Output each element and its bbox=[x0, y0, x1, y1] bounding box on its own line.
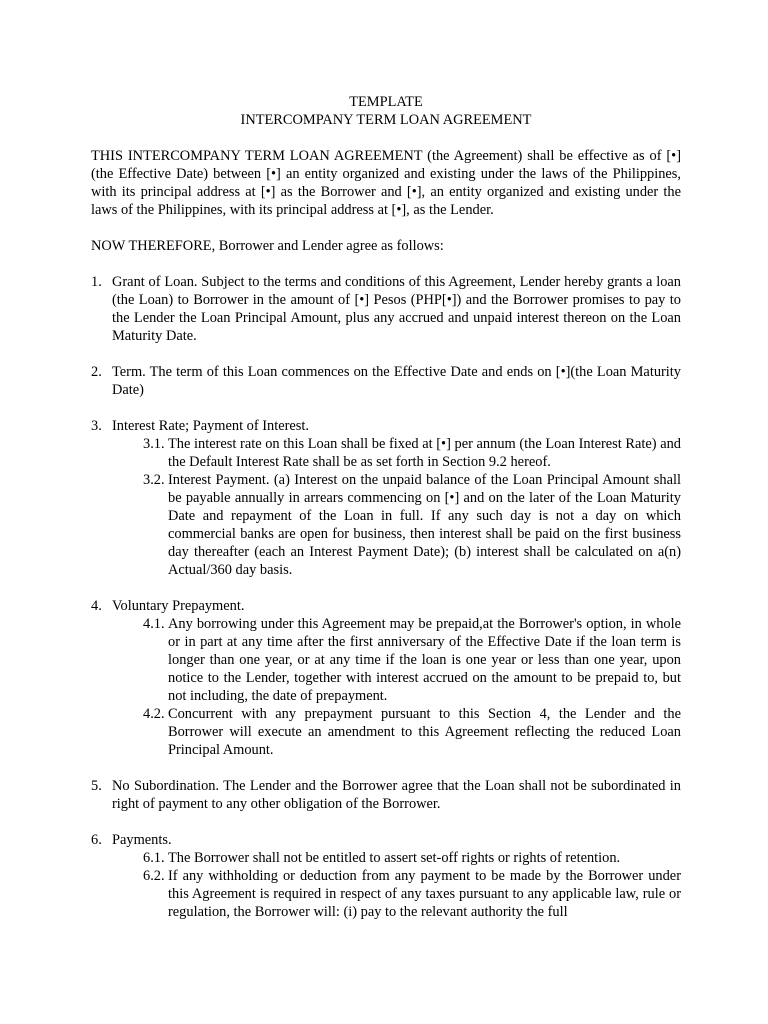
section-number: 1. bbox=[91, 274, 102, 290]
section-2 bbox=[91, 363, 681, 399]
subsection-number: 4.2. bbox=[143, 706, 165, 722]
section-number: 4. bbox=[91, 598, 102, 614]
section-3 bbox=[91, 417, 681, 435]
subsection-text: Any borrowing under this Agreement may be prepaid,at the Borrower's option, in whole or in part at any time after the first anniversary of the Effective Date if the loan term is longer than one year, or at any time if the loan is one year or less than one year, upon notice to the Lender, together with interest accrued on the amount to be prepaid to, but not including, the date of prepayment. bbox=[168, 616, 681, 704]
subsection-3-2 bbox=[143, 471, 681, 579]
now-therefore-paragraph: NOW THEREFORE, Borrower and Lender agree as follows: bbox=[91, 238, 444, 254]
section-number: 6. bbox=[91, 832, 102, 848]
subsection-number: 3.2. bbox=[143, 472, 165, 488]
subsection-text: The Borrower shall not be entitled to assert set-off rights or rights of retention. bbox=[168, 850, 621, 866]
subsection-6-1 bbox=[143, 849, 681, 867]
subsection-4-1 bbox=[143, 615, 681, 705]
subsection-6-2 bbox=[143, 867, 681, 921]
intro-paragraph: THIS INTERCOMPANY TERM LOAN AGREEMENT (the Agreement) shall be effective as of [•] (the Effective Date) between [•] an entity organized and existing under the laws of the Philippines, with its principal address at [•] as the Borrower and [•], an entity organized and existing under the laws of the Philippines, with its principal address at [•], as the Lender. bbox=[91, 148, 681, 218]
subsection-number: 6.2. bbox=[143, 868, 165, 884]
subsection-4-2 bbox=[143, 705, 681, 759]
section-number: 2. bbox=[91, 364, 102, 380]
subsection-text: The interest rate on this Loan shall be fixed at [•] per annum (the Loan Interest Rate) and the Default Interest Rate shall be as set forth in Section 9.2 hereof. bbox=[168, 436, 681, 470]
section-1 bbox=[91, 273, 681, 345]
section-text: Term. The term of this Loan commences on the Effective Date and ends on [•](the Loan Maturity Date) bbox=[112, 364, 681, 398]
document-title: INTERCOMPANY TERM LOAN AGREEMENT bbox=[240, 112, 532, 128]
section-number: 5. bbox=[91, 778, 102, 794]
subsection-text: Interest Payment. (a) Interest on the unpaid balance of the Loan Principal Amount shall be payable annually in arrears commencing on [•] and on the later of the Loan Maturity Date and repayment of the Loan in full. If any such day is not a day on which commercial banks are open for business, then interest shall be paid on the first business day thereafter (each an Interest Payment Date); (b) interest shall be calculated on a(n) Actual/360 day basis. bbox=[168, 472, 681, 578]
document-label: TEMPLATE bbox=[349, 94, 423, 110]
section-text: Grant of Loan. Subject to the terms and conditions of this Agreement, Lender hereby grants a loan (the Loan) to Borrower in the amount of [•] Pesos (PHP[•]) and the Borrower promises to pay to the Lender the Loan Principal Amount, plus any accrued and unpaid interest thereon on the Loan Maturity Date. bbox=[112, 274, 681, 344]
section-4 bbox=[91, 597, 681, 615]
subsection-text: If any withholding or deduction from any payment to be made by the Borrower under this Agreement is required in respect of any taxes pursuant to any applicable law, rule or regulation, the Borrower will: (i) pay to the relevant authority the full bbox=[168, 868, 681, 920]
subsection-text: Concurrent with any prepayment pursuant to this Section 4, the Lender and the Borrower will execute an amendment to this Agreement reflecting the reduced Loan Principal Amount. bbox=[168, 706, 681, 758]
document-page bbox=[91, 93, 681, 921]
section-text: Payments. bbox=[112, 832, 172, 848]
subsection-number: 6.1. bbox=[143, 850, 165, 866]
section-6 bbox=[91, 831, 681, 849]
section-5 bbox=[91, 777, 681, 813]
subsection-number: 3.1. bbox=[143, 436, 165, 452]
subsection-3-1 bbox=[143, 435, 681, 471]
section-text: Interest Rate; Payment of Interest. bbox=[112, 418, 310, 434]
subsection-number: 4.1. bbox=[143, 616, 165, 632]
section-number: 3. bbox=[91, 418, 102, 434]
section-text: No Subordination. The Lender and the Borrower agree that the Loan shall not be subordinated in right of payment to any other obligation of the Borrower. bbox=[112, 778, 681, 812]
section-text: Voluntary Prepayment. bbox=[112, 598, 245, 614]
